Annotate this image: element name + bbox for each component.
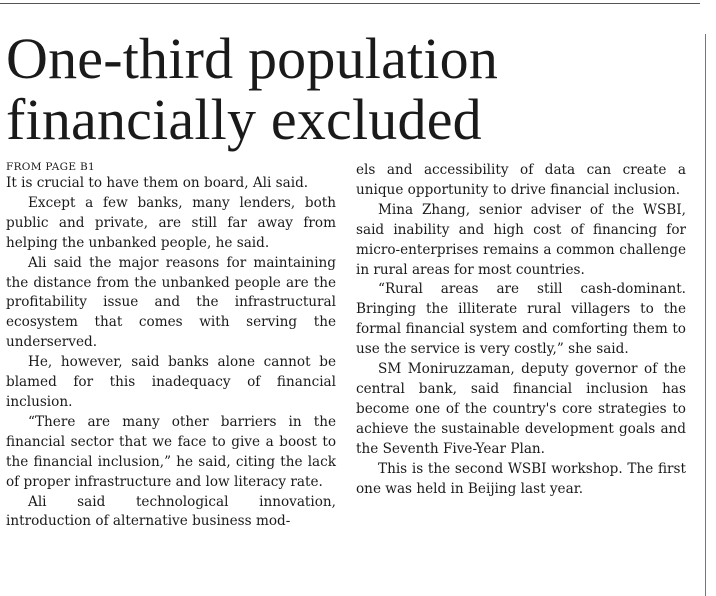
left-column bbox=[6, 161, 336, 532]
paragraph: Ali said technological innovation, introduction of alternative business mod- bbox=[6, 493, 336, 530]
paragraph: Mina Zhang, senior adviser of the WSBI, said inability and high cost of financing for micro-enterprises remains a common challenge in rural areas for most countries. bbox=[356, 201, 686, 278]
headline bbox=[6, 28, 696, 150]
headline-line-2: financially excluded bbox=[6, 87, 482, 152]
right-column bbox=[356, 161, 686, 499]
headline-line-1: One-third population bbox=[6, 26, 499, 91]
paragraph: This is the second WSBI workshop. The first one was held in Beijing last year. bbox=[356, 460, 686, 497]
column-rule bbox=[705, 34, 706, 596]
paragraph: els and accessibility of data can create a unique opportunity to drive financial inclusion. bbox=[356, 162, 686, 198]
paragraph: “Rural areas are still cash-dominant. Bringing the illiterate rural villagers to the formal financial system and comforting them to use the service is very costly,” she said. bbox=[356, 281, 686, 358]
top-rule bbox=[0, 3, 700, 4]
paragraph: Except a few banks, many lenders, both public and private, are still far away from helping the unbanked people, he said. bbox=[6, 194, 336, 251]
paragraph: Ali said the major reasons for maintaining the distance from the unbanked people are the profitability issue and the infrastructural ecosystem that comes with serving the underserved. bbox=[6, 254, 336, 351]
paragraph: It is crucial to have them on board, Ali said. bbox=[6, 175, 309, 191]
kicker: FROM PAGE B1 bbox=[6, 161, 95, 173]
paragraph: He, however, said banks alone cannot be blamed for this inadequacy of financial inclusion. bbox=[6, 354, 336, 410]
paragraph: SM Moniruzzaman, deputy governor of the central bank, said financial inclusion has become one of the country's core strategies to achieve the sustainable development goals and the Seventh Five-Year Plan. bbox=[356, 361, 686, 457]
paragraph: “There are many other barriers in the financial sector that we face to give a boost to the financial inclusion,” he said, citing the lack of proper infrastructure and low literacy rate. bbox=[6, 413, 336, 490]
